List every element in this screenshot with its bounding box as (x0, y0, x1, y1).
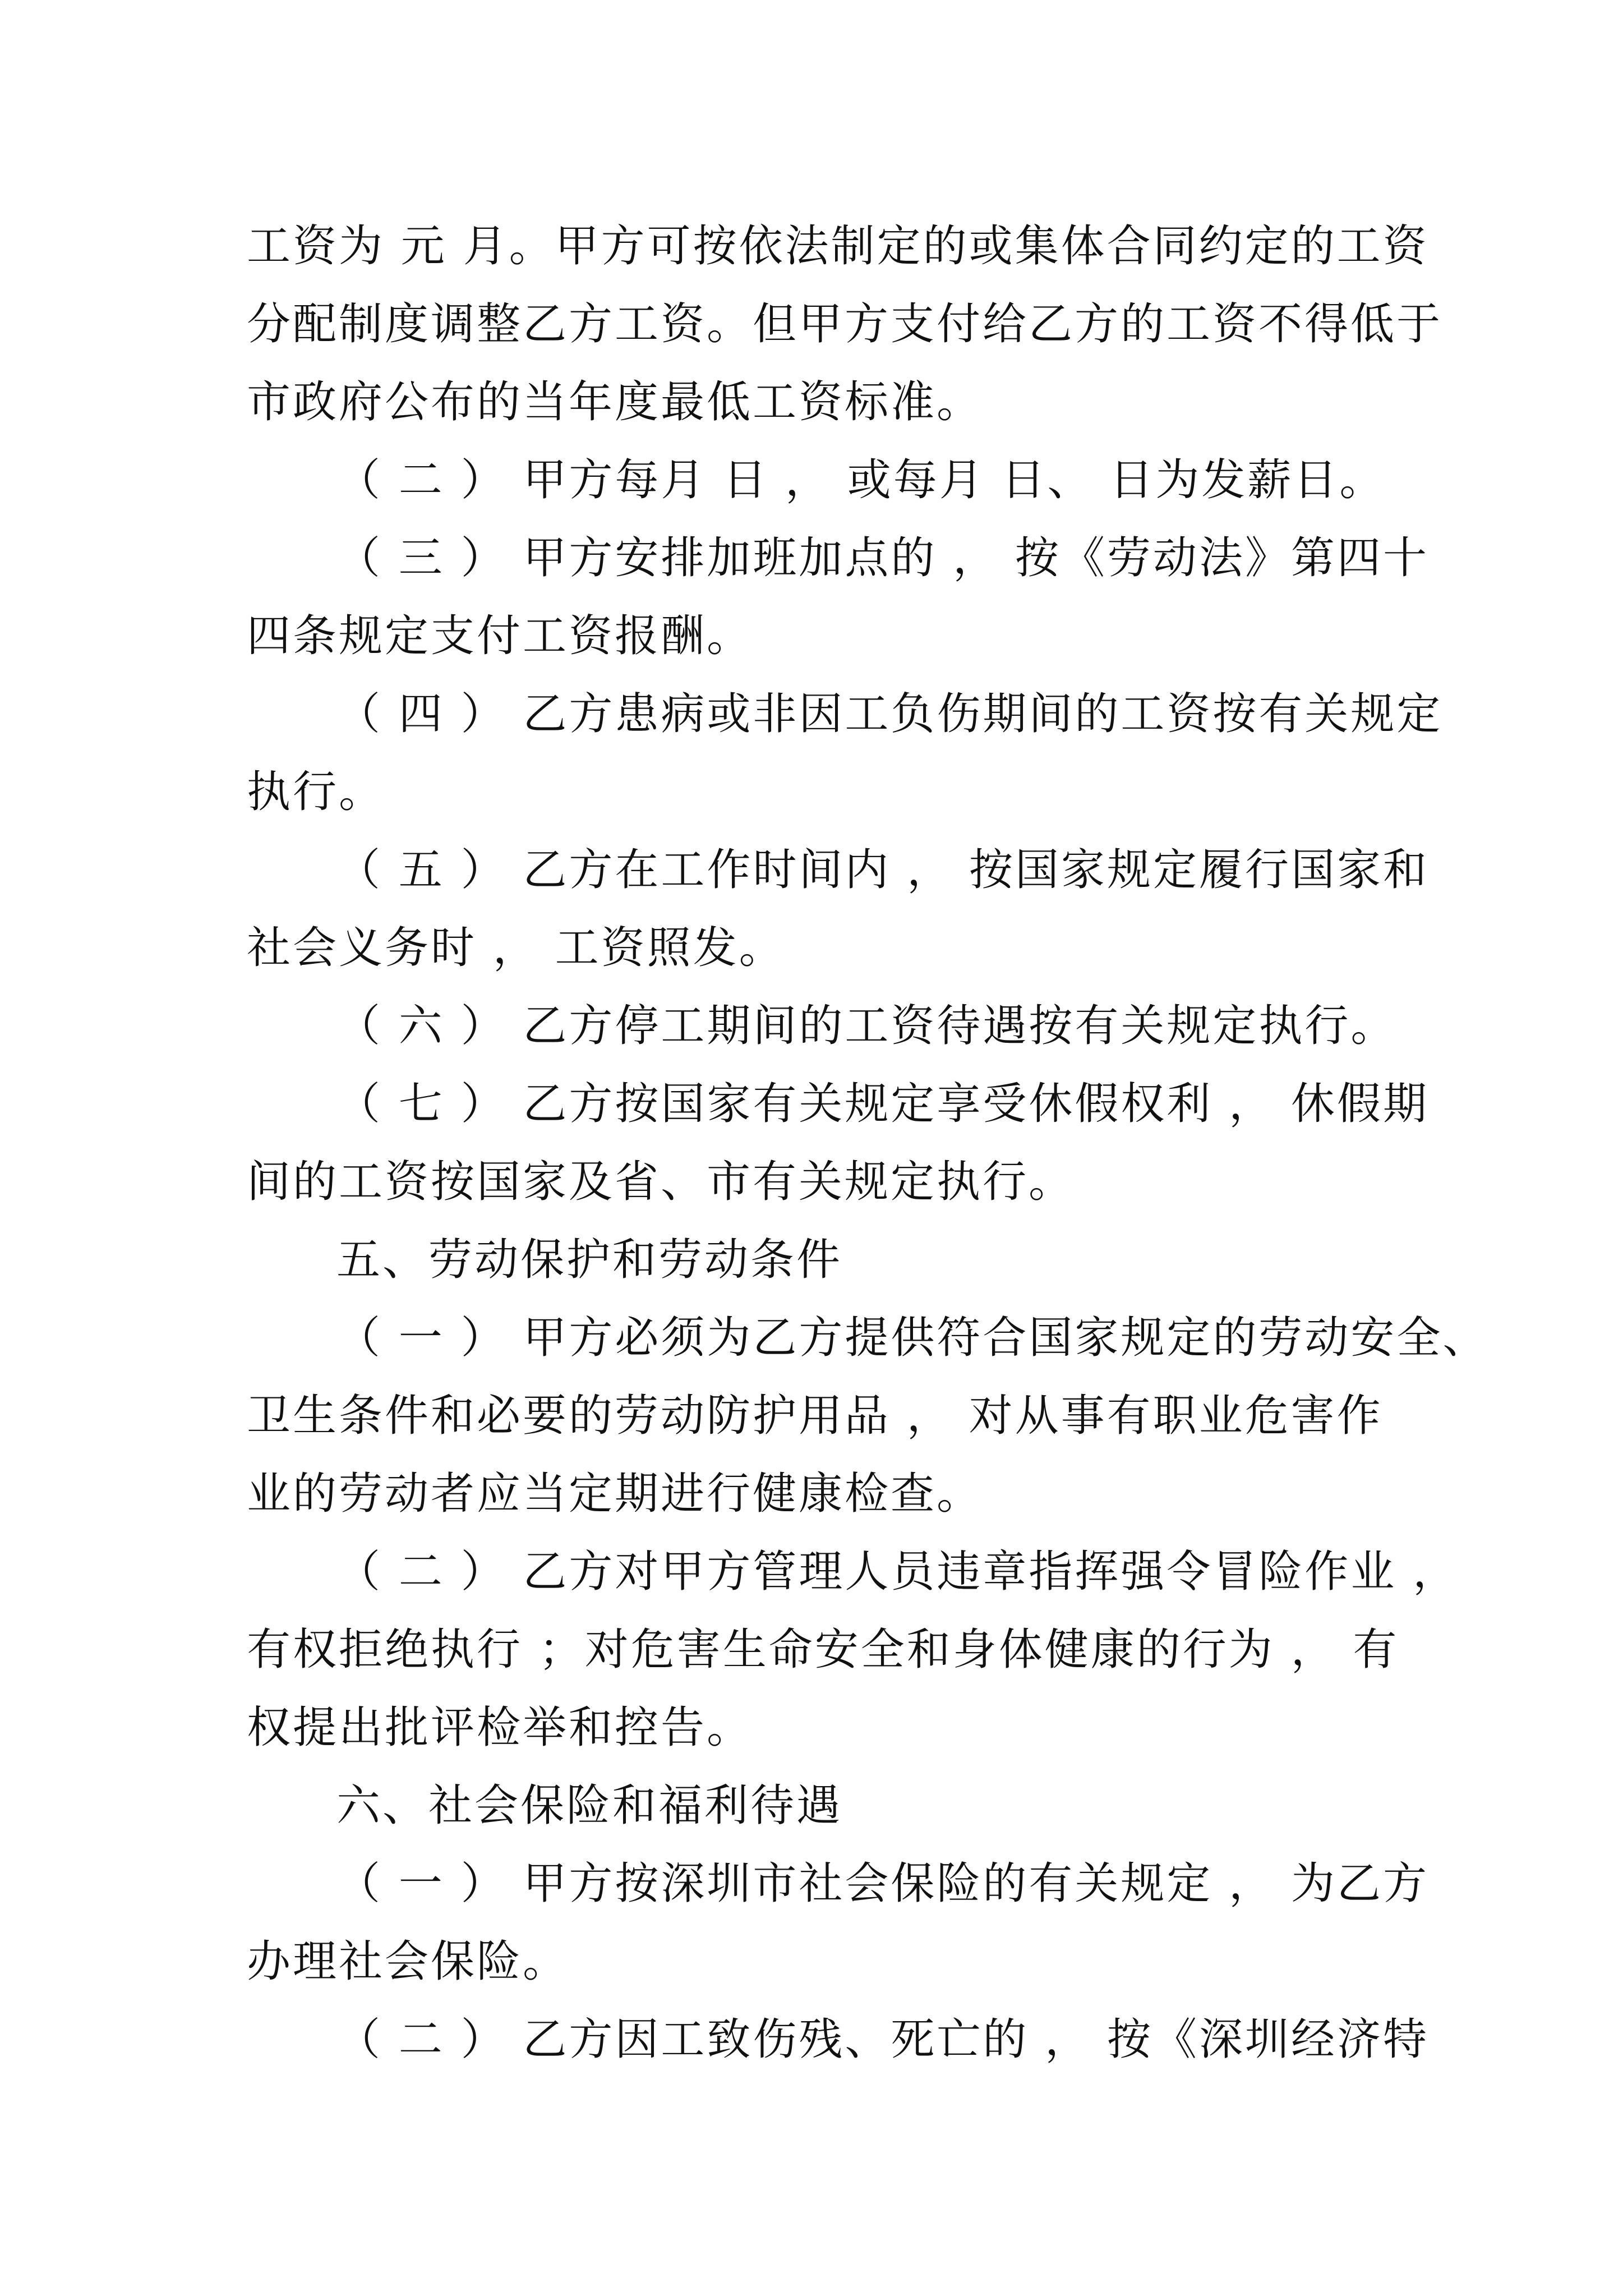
text-line: 间的工资按国家及省、市有关规定执行。 (247, 1157, 1075, 1207)
text-line: （ 五 ） 乙方在工作时间内 ， 按国家规定履行国家和 (336, 845, 1429, 895)
text-line: （ 一 ） 甲方按深圳市社会保险的有关规定 ， 为乙方 (336, 1858, 1429, 1909)
text-line: 办理社会保险。 (247, 1936, 569, 1987)
text-line: 分配制度调整乙方工资。但甲方支付给乙方的工资不得低于 (247, 299, 1443, 349)
section-heading: 六、社会保险和福利待遇 (336, 1780, 843, 1831)
text-line: 业的劳动者应当定期进行健康检查。 (247, 1469, 983, 1519)
text-line: （ 三 ） 甲方安排加班加点的 ， 按《劳动法》第四十 (336, 533, 1429, 583)
text-line: 社会义务时 ， 工资照发。 (247, 923, 785, 973)
text-line: 工资为 元 月。甲方可按依法制定的或集体合同约定的工资 (247, 221, 1429, 272)
text-line: （ 七 ） 乙方按国家有关规定享受休假权利 ， 休假期 (336, 1079, 1429, 1129)
text-line: （ 二 ） 甲方每月 日 ， 或每月 日、 日为发薪日。 (336, 455, 1386, 505)
section-heading: 五、劳动保护和劳动条件 (336, 1235, 843, 1285)
text-line: （ 一 ） 甲方必须为乙方提供符合国家规定的劳动安全、 (336, 1313, 1489, 1363)
text-line: 市政府公布的当年度最低工资标准。 (247, 377, 983, 427)
text-line: （ 二 ） 乙方因工致伤残、死亡的 ， 按《深圳经济特 (336, 2014, 1429, 2065)
text-line: （ 二 ） 乙方对甲方管理人员违章指挥强令冒险作业 ， (336, 1547, 1459, 1597)
text-line: 四条规定支付工资报酬。 (247, 611, 753, 661)
text-line: 执行。 (247, 767, 385, 817)
text-line: （ 四 ） 乙方患病或非因工负伤期间的工资按有关规定 (336, 689, 1443, 739)
text-line: 有权拒绝执行 ；对危害生命安全和身体健康的行为 ， 有 (247, 1625, 1399, 1675)
document-body (247, 208, 1489, 2079)
text-line: 权提出批评检举和控告。 (247, 1703, 753, 1753)
text-line: （ 六 ） 乙方停工期间的工资待遇按有关规定执行。 (336, 1001, 1397, 1051)
text-line: 卫生条件和必要的劳动防护用品 ， 对从事有职业危害作 (247, 1391, 1383, 1441)
